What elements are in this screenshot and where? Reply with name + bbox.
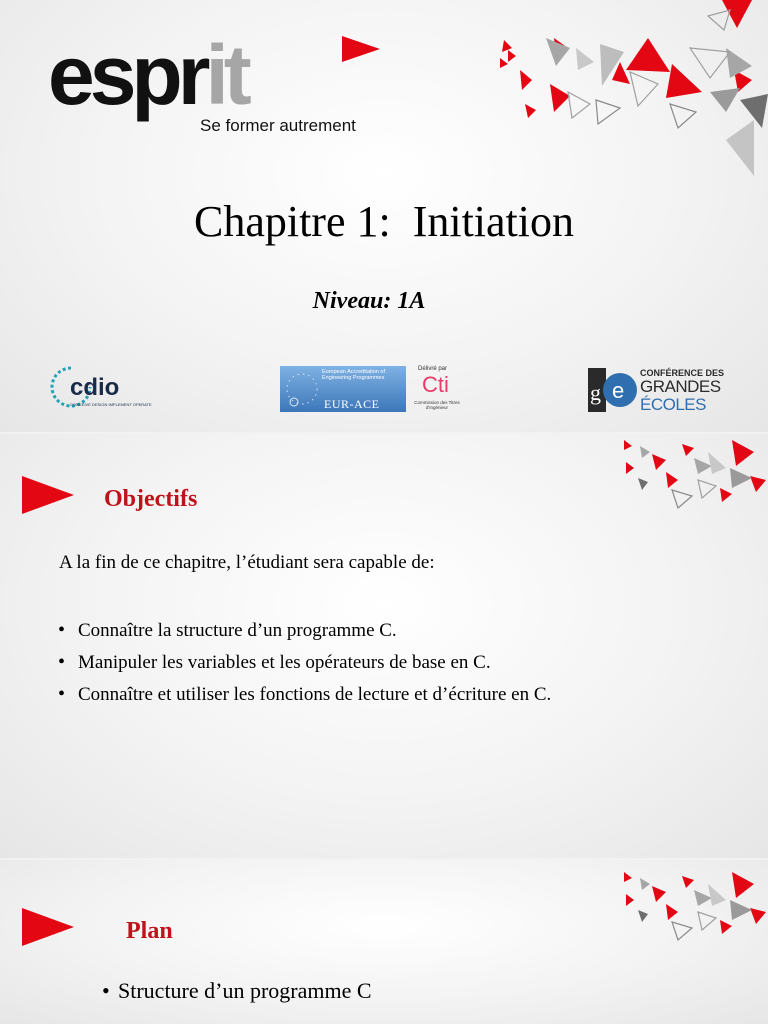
section-arrow-icon bbox=[22, 476, 74, 514]
eu-stars-icon bbox=[284, 370, 320, 408]
plan-slide bbox=[0, 860, 768, 1024]
section-heading: Plan bbox=[126, 918, 173, 944]
svg-text:g: g bbox=[590, 380, 601, 405]
triangle-pattern-decoration bbox=[612, 870, 768, 950]
logo-wordmark: esprit bbox=[48, 28, 247, 122]
cti-logo: Délivré par Cti Commission des Titres d'Ingénieur bbox=[414, 366, 460, 410]
intro-text: A la fin de ce chapitre, l’étudiant sera capable de: bbox=[59, 552, 435, 573]
objectives-slide bbox=[0, 434, 768, 858]
slide-title: Chapitre 1: Initiation bbox=[193, 197, 575, 246]
list-item: • Manipuler les variables et les opérateurs de base en C. bbox=[58, 646, 551, 678]
logo-tagline: Se former autrement bbox=[200, 116, 356, 135]
section-heading: Objectifs bbox=[104, 486, 198, 512]
plan-list bbox=[102, 978, 372, 1004]
cge-emblem-icon bbox=[588, 368, 638, 412]
esprit-logo bbox=[48, 30, 388, 140]
triangle-pattern-decoration bbox=[612, 434, 768, 514]
slide-subtitle: Niveau: 1A bbox=[312, 288, 426, 314]
list-item: • Structure d’un programme C bbox=[102, 978, 372, 1004]
grandes-ecoles-logo: g e CONFÉRENCE DES GRANDES ÉCOLES bbox=[590, 368, 725, 414]
objectives-list bbox=[58, 614, 551, 710]
triangle-pattern-decoration bbox=[490, 0, 768, 180]
title-slide bbox=[0, 0, 768, 432]
eur-ace-logo: European Accreditation of Engineering Programmes EUR-ACE bbox=[280, 366, 406, 412]
list-item: • Connaître et utiliser les fonctions de lecture et d’écriture en C. bbox=[58, 678, 551, 710]
svg-text:e: e bbox=[612, 378, 625, 403]
section-arrow-icon bbox=[22, 908, 74, 946]
list-item: • Connaître la structure d’un programme C. bbox=[58, 614, 551, 646]
cdio-logo: cdio CONCEIVE DESIGN IMPLEMENT OPERATE bbox=[48, 362, 158, 412]
logo-arrow-icon bbox=[342, 36, 380, 62]
